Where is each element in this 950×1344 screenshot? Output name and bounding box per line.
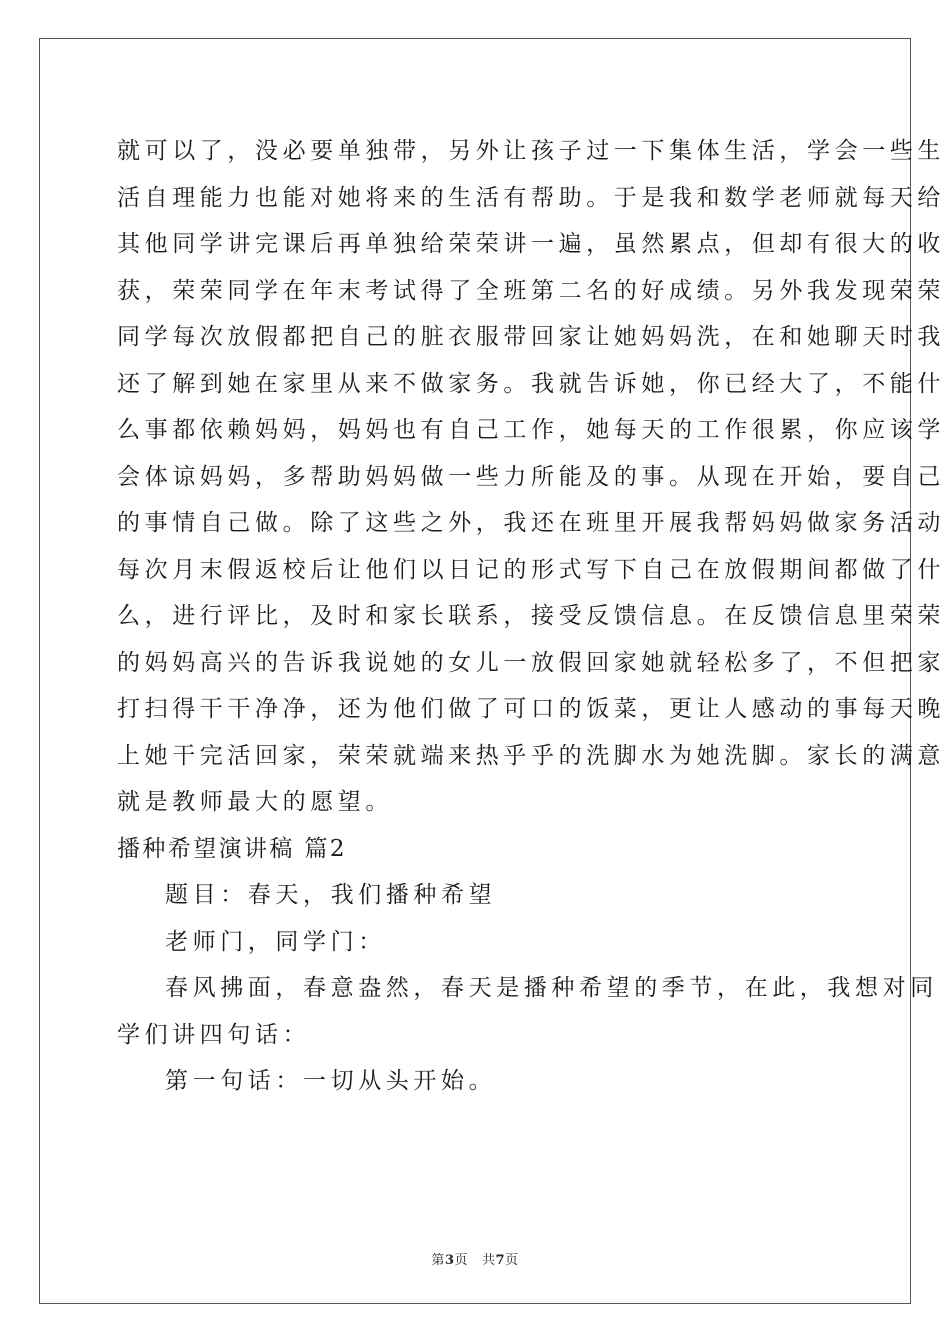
- body-line: 还了解到她在家里从来不做家务。我就告诉她，你已经大了，不能什: [117, 370, 945, 397]
- body-line: 的妈妈高兴的告诉我说她的女儿一放假回家她就轻松多了，不但把家: [117, 649, 945, 676]
- section-line: 春风拂面，春意盎然，春天是播种希望的季节，在此，我想对同: [165, 975, 938, 1001]
- body-line: 打扫得干干净净，还为他们做了可口的饭菜，更让人感动的事每天晚: [117, 696, 945, 722]
- body-line: 上她干完活回家，荣荣就端来热乎乎的洗脚水为她洗脚。家长的满意: [117, 742, 945, 769]
- page-footer: [0, 1249, 950, 1268]
- body-line: 么，进行评比，及时和家长联系，接受反馈信息。在反馈信息里荣荣: [117, 603, 945, 629]
- body-line: 就可以了，没必要单独带，另外让孩子过一下集体生活，学会一些生: [117, 138, 945, 164]
- body-line: 的事情自己做。除了这些之外，我还在班里开展我帮妈妈做家务活动: [117, 510, 945, 536]
- body-line: 获，荣荣同学在年末考试得了全班第二名的好成绩。另外我发现荣荣: [117, 277, 945, 304]
- body-line: 活自理能力也能对她将来的生活有帮助。于是我和数学老师就每天给: [117, 184, 945, 211]
- section-heading: 播种希望演讲稿 篇2: [117, 835, 347, 862]
- speech-title: 题目：春天，我们播种希望: [165, 882, 497, 908]
- document-body: [117, 128, 945, 1105]
- body-line: 会体谅妈妈，多帮助妈妈做一些力所能及的事。从现在开始，要自己: [117, 463, 945, 490]
- section-line: 第一句话：一切从头开始。: [165, 1068, 497, 1094]
- body-line: 同学每次放假都把自己的脏衣服带回家让她妈妈洗，在和她聊天时我: [117, 324, 945, 350]
- salutation: 老师门，同学门：: [165, 928, 386, 955]
- total-prefix: 共: [482, 1253, 496, 1268]
- total-pages: 7: [495, 1253, 506, 1268]
- body-line: 么事都依赖妈妈，妈妈也有自己工作，她每天的工作很累，你应该学: [117, 417, 945, 443]
- body-line: 就是教师最大的愿望。: [117, 789, 393, 815]
- page-prefix: 第: [431, 1253, 445, 1268]
- total-suffix: 页: [505, 1253, 519, 1268]
- section-line: 学们讲四句话：: [117, 1021, 311, 1048]
- page-suffix: 页: [454, 1253, 468, 1268]
- body-line: 每次月末假返校后让他们以日记的形式写下自己在放假期间都做了什: [117, 556, 945, 583]
- body-line: 其他同学讲完课后再单独给荣荣讲一遍，虽然累点，但却有很大的收: [117, 231, 945, 257]
- page-number: 3: [444, 1253, 455, 1268]
